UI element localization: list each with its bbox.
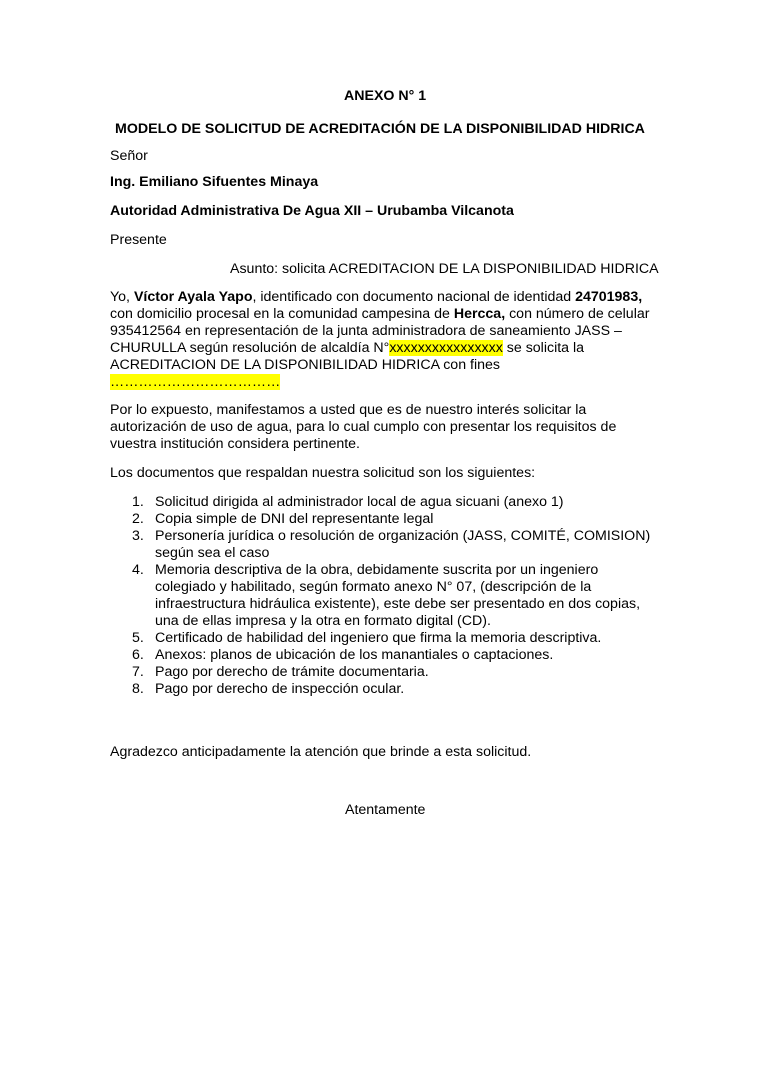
- recipient-org: Autoridad Administrativa De Agua XII – Urubamba Vilcanota: [110, 203, 514, 219]
- requirement-text: Copia simple de DNI del representante legal: [155, 511, 434, 527]
- requirement-number: 8.: [132, 681, 144, 697]
- request-line-1: Yo, Víctor Ayala Yapo, identificado con documento nacional de identidad 24701983,: [110, 289, 643, 305]
- justification-paragraph: Por lo expuesto, manifestamos a usted que es de nuestro interés solicitar la autorización de uso de agua, para lo cual cumplo con presentar los requisitos de vuestra institución considera pertinente.: [110, 402, 617, 452]
- purpose-placeholder: ………………………………: [110, 374, 281, 390]
- resolution-number-placeholder: xxxxxxxxxxxxxxxx: [389, 340, 503, 356]
- requirement-number: 4.: [132, 562, 144, 578]
- requirement-number: 1.: [132, 494, 144, 510]
- applicant-dni: 24701983,: [575, 289, 643, 305]
- requirement-number: 7.: [132, 664, 144, 680]
- requirement-text: según sea el caso: [155, 545, 270, 561]
- requirement-text: Anexos: planos de ubicación de los manantiales o captaciones.: [155, 647, 554, 663]
- model-title: MODELO DE SOLICITUD DE ACREDITACIÓN DE LA DISPONIBILIDAD HIDRICA: [115, 121, 645, 137]
- requirement-number: 2.: [132, 511, 144, 527]
- community-name: Hercca,: [453, 306, 506, 322]
- requirement-item: [110, 511, 670, 528]
- requirement-text: una de ellas impresa y la otra en formato digital (CD).: [155, 613, 491, 629]
- requirements-list: [110, 494, 670, 698]
- requirement-item: [110, 528, 670, 562]
- requirement-text: Pago por derecho de inspección ocular.: [155, 681, 405, 697]
- requirement-item: [110, 562, 670, 630]
- documents-intro: Los documentos que respaldan nuestra solicitud son los siguientes:: [110, 465, 536, 481]
- requirement-text: Solicitud dirigida al administrador local de agua sicuani (anexo 1): [155, 494, 564, 510]
- request-paragraph: [110, 289, 658, 391]
- requirement-text: infraestructura hidráulica existente), este debe ser presentado en dos copias,: [155, 596, 641, 612]
- requirement-item: [110, 630, 670, 647]
- request-line-6: [110, 374, 658, 391]
- requirement-text: colegiado y habilitado, según formato anexo N° 07, (descripción de la: [155, 579, 592, 595]
- requirement-text: Pago por derecho de trámite documentaria.: [155, 664, 429, 680]
- requirement-number: 3.: [132, 528, 144, 544]
- requirement-text: Certificado de habilidad del ingeniero que firma la memoria descriptiva.: [155, 630, 602, 646]
- recipient-name: Ing. Emiliano Sifuentes Minaya: [110, 174, 319, 190]
- requirement-number: 6.: [132, 647, 144, 663]
- subject-line: Asunto: solicita ACREDITACION DE LA DISPONIBILIDAD HIDRICA: [230, 261, 659, 277]
- requirement-text: Memoria descriptiva de la obra, debidamente suscrita por un ingeniero: [155, 562, 599, 578]
- requirement-text: Personería jurídica o resolución de organización (JASS, COMITÉ, COMISION): [155, 528, 651, 544]
- requirement-number: 5.: [132, 630, 144, 646]
- requirement-item: [110, 647, 670, 664]
- closing: Atentamente: [345, 802, 426, 818]
- presente-label: Presente: [110, 232, 167, 248]
- request-line-4: CHURULLA según resolución de alcaldía N°xxxxxxxxxxxxxxxx se solicita la: [110, 340, 585, 356]
- requirement-item: [110, 494, 670, 511]
- annex-title: ANEXO N° 1: [344, 88, 427, 104]
- requirement-item: [110, 664, 670, 681]
- request-line-2: con domicilio procesal en la comunidad campesina de Hercca, con número de celular: [110, 306, 650, 322]
- salutation: Señor: [110, 148, 148, 164]
- requirement-item: [110, 681, 670, 698]
- request-line-3: 935412564 en representación de la junta administradora de saneamiento JASS –: [110, 323, 622, 339]
- request-line-5: ACREDITACION DE LA DISPONIBILIDAD HIDRICA con fines: [110, 357, 500, 373]
- applicant-name: Víctor Ayala Yapo: [133, 289, 253, 305]
- thanks-line: Agradezco anticipadamente la atención que brinde a esta solicitud.: [110, 744, 532, 760]
